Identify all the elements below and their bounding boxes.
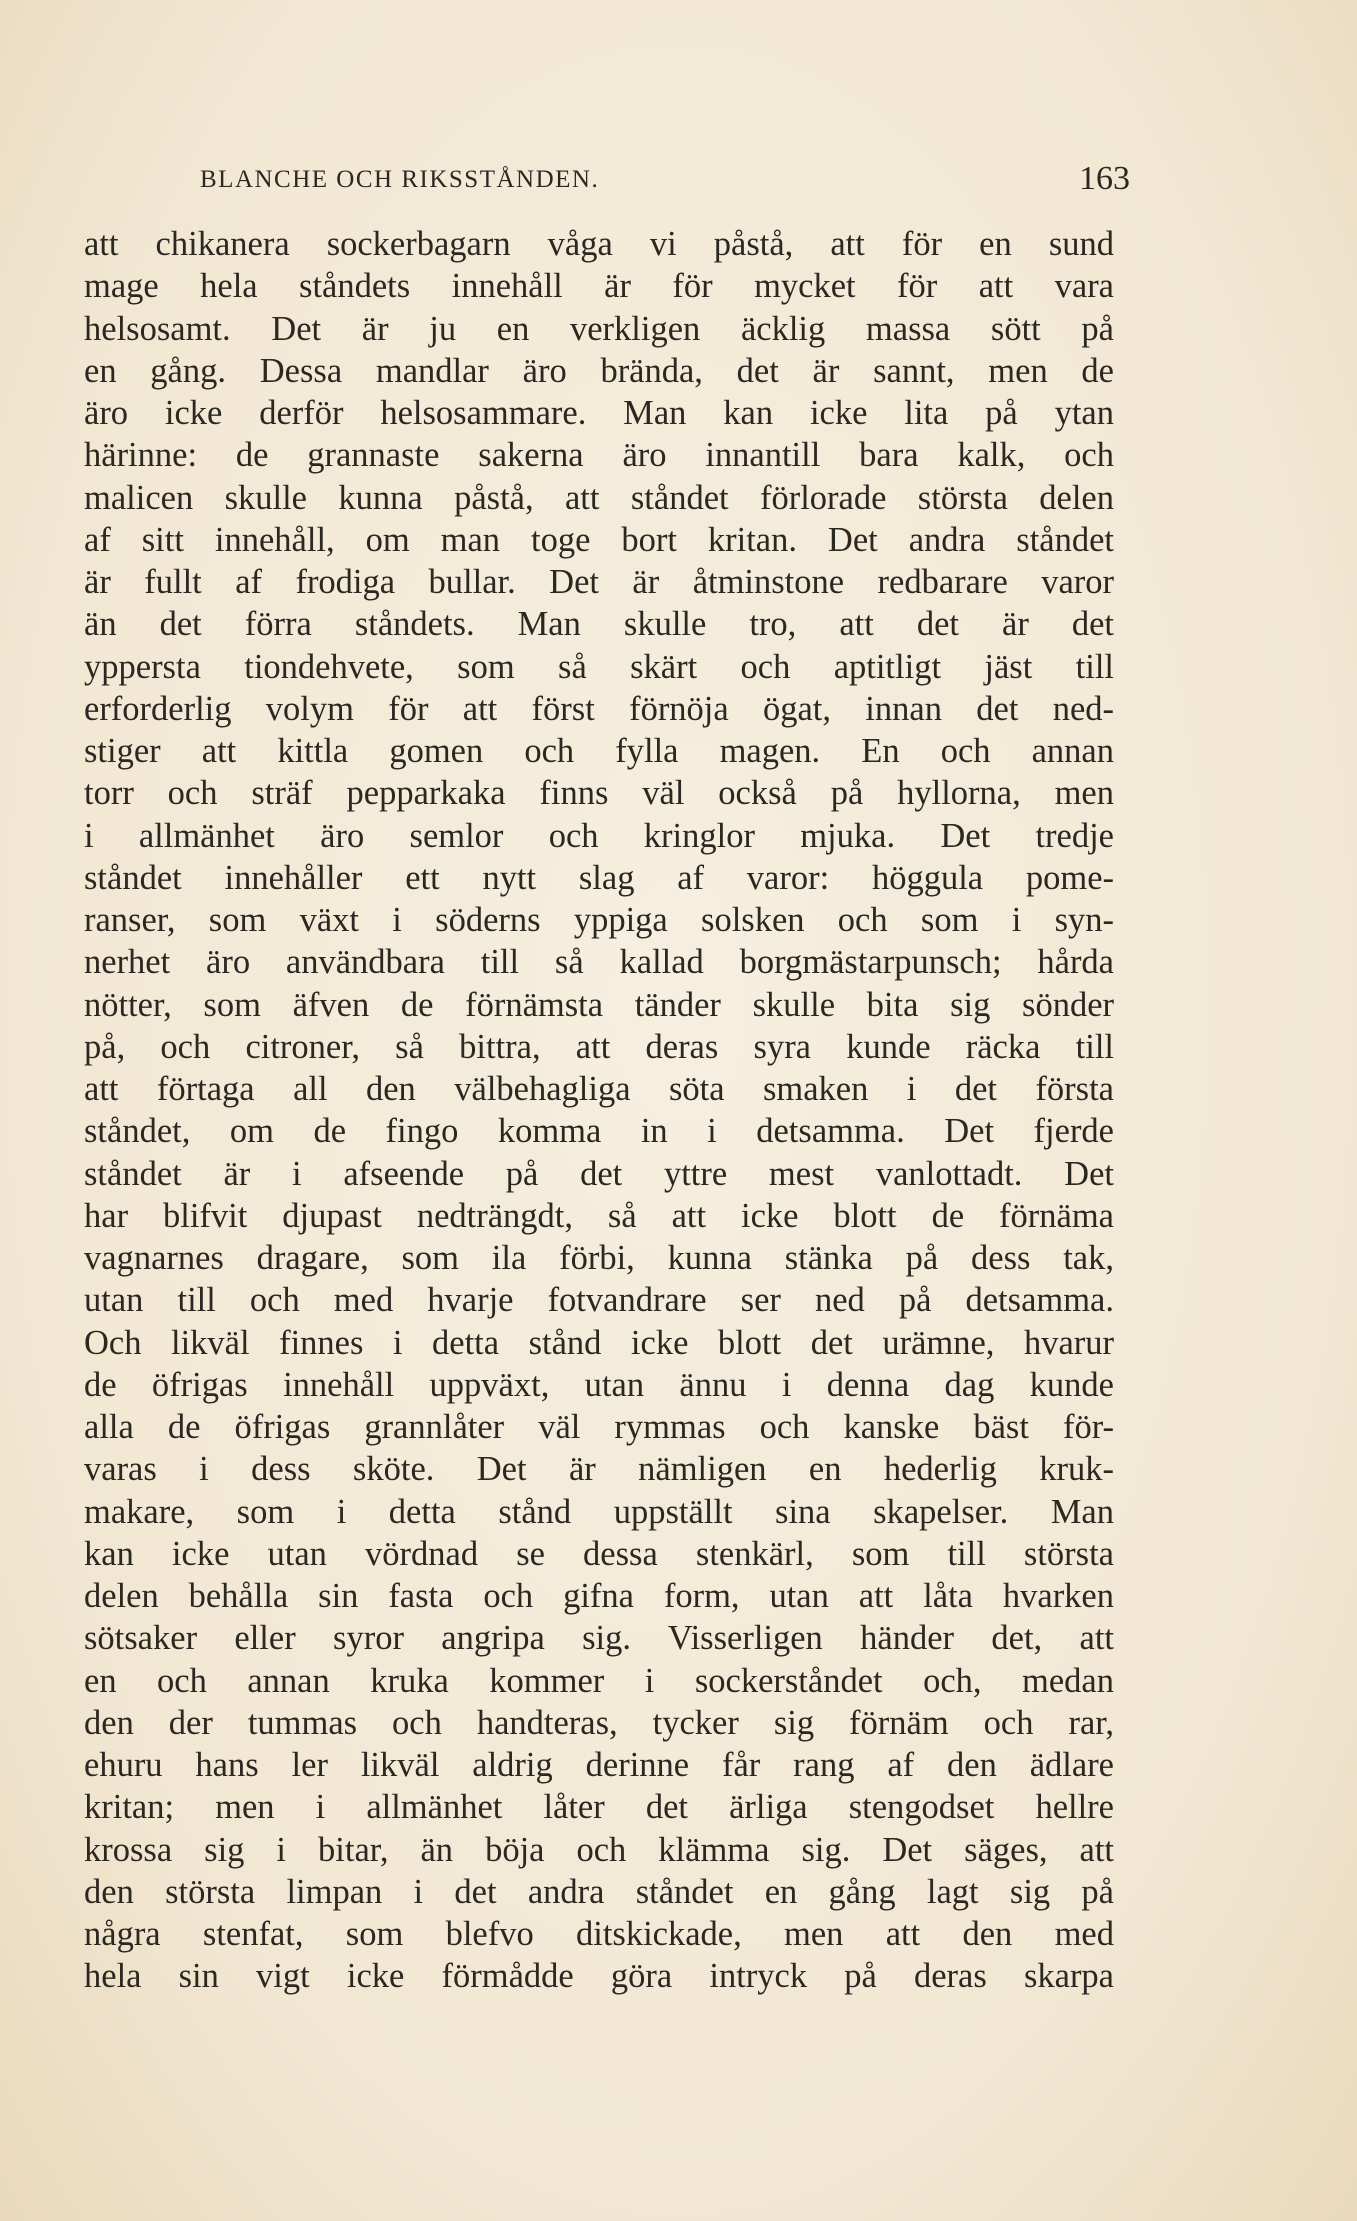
text-line: krossa sig i bitar, än böja och klämma sig. Det säges, att (84, 1830, 1114, 1869)
text-line: mage hela ståndets innehåll är för mycket för att vara (84, 267, 1114, 306)
running-title: BLANCHE OCH RIKSSTÅNDEN. (200, 166, 600, 193)
text-line: makare, som i detta stånd uppställt sina skapelser. Man (84, 1492, 1114, 1531)
text-line: vagnarnes dragare, som ila förbi, kunna stänka på dess tak, (84, 1239, 1114, 1277)
text-line: helsosamt. Det är ju en verkligen äcklig massa sött på (84, 309, 1114, 348)
text-line: varas i dess sköte. Det är nämligen en hederlig kruk- (84, 1450, 1114, 1489)
body-text (84, 223, 1114, 1998)
text-line: erforderlig volym för att först förnöja ögat, innan det ned- (84, 689, 1114, 728)
text-line: de öfrigas innehåll uppväxt, utan ännu i denna dag kunde (84, 1365, 1114, 1404)
text-line: torr och sträf pepparkaka finns väl också på hyllorna, men (84, 774, 1114, 813)
text-line: delen behålla sin fasta och gifna form, utan att låta hvarken (84, 1577, 1114, 1615)
text-line: stiger att kittla gomen och fylla magen. En och annan (84, 732, 1114, 770)
text-line: kan icke utan vördnad se dessa stenkärl, som till största (84, 1534, 1114, 1573)
text-line: sötsaker eller syror angripa sig. Visserligen händer det, att (84, 1619, 1114, 1658)
page-header (200, 160, 1130, 200)
text-line: alla de öfrigas grannlåter väl rymmas och kanske bäst för- (84, 1408, 1114, 1446)
text-line: hela sin vigt icke förmådde göra intryck på deras skarpa (84, 1957, 1114, 1996)
text-line: ståndet innehåller ett nytt slag af varor: höggula pome- (84, 858, 1114, 897)
text-line: utan till och med hvarje fotvandrare ser ned på detsamma. (84, 1281, 1114, 1320)
text-line: nerhet äro användbara till så kallad borgmästarpunsch; hårda (84, 943, 1114, 982)
text-line: ståndet, om de fingo komma in i detsamma. Det fjerde (84, 1112, 1114, 1151)
text-line: i allmänhet äro semlor och kringlor mjuka. Det tredje (84, 816, 1114, 855)
text-line: en gång. Dessa mandlar äro brända, det är sannt, men de (84, 351, 1114, 390)
text-line: att chikanera sockerbagarn våga vi påstå, att för en sund (84, 225, 1114, 263)
text-line: malicen skulle kunna påstå, att ståndet förlorade största delen (84, 478, 1114, 517)
text-line: äro icke derför helsosammare. Man kan icke lita på ytan (84, 394, 1114, 432)
page-number: 163 (1079, 160, 1130, 197)
text-line: ståndet är i afseende på det yttre mest vanlottadt. Det (84, 1154, 1114, 1193)
text-line: yppersta tiondehvete, som så skärt och aptitligt jäst till (84, 647, 1114, 686)
text-line: den der tummas och handteras, tycker sig förnäm och rar, (84, 1703, 1114, 1742)
text-line: den största limpan i det andra ståndet en gång lagt sig på (84, 1872, 1114, 1911)
text-line: kritan; men i allmänhet låter det ärliga stengodset hellre (84, 1788, 1114, 1827)
text-line: ehuru hans ler likväl aldrig derinne får rang af den ädlare (84, 1746, 1114, 1784)
text-line: af sitt innehåll, om man toge bort kritan. Det andra ståndet (84, 520, 1114, 559)
text-line: på, och citroner, så bittra, att deras syra kunde räcka till (84, 1027, 1114, 1066)
text-line: nötter, som äfven de förnämsta tänder skulle bita sig sönder (84, 985, 1114, 1024)
text-line: några stenfat, som blefvo ditskickade, men att den med (84, 1915, 1114, 1953)
text-line: Och likväl finnes i detta stånd icke blott det urämne, hvarur (84, 1323, 1114, 1362)
text-line: än det förra ståndets. Man skulle tro, att det är det (84, 605, 1114, 644)
text-line: att förtaga all den välbehagliga söta smaken i det första (84, 1070, 1114, 1108)
text-line: är fullt af frodiga bullar. Det är åtminstone redbarare varor (84, 563, 1114, 601)
text-line: härinne: de grannaste sakerna äro innantill bara kalk, och (84, 436, 1114, 475)
text-line: har blifvit djupast nedträngdt, så att icke blott de förnäma (84, 1196, 1114, 1235)
text-line: ranser, som växt i söderns yppiga solsken och som i syn- (84, 901, 1114, 939)
text-line: en och annan kruka kommer i sockerståndet och, medan (84, 1661, 1114, 1700)
